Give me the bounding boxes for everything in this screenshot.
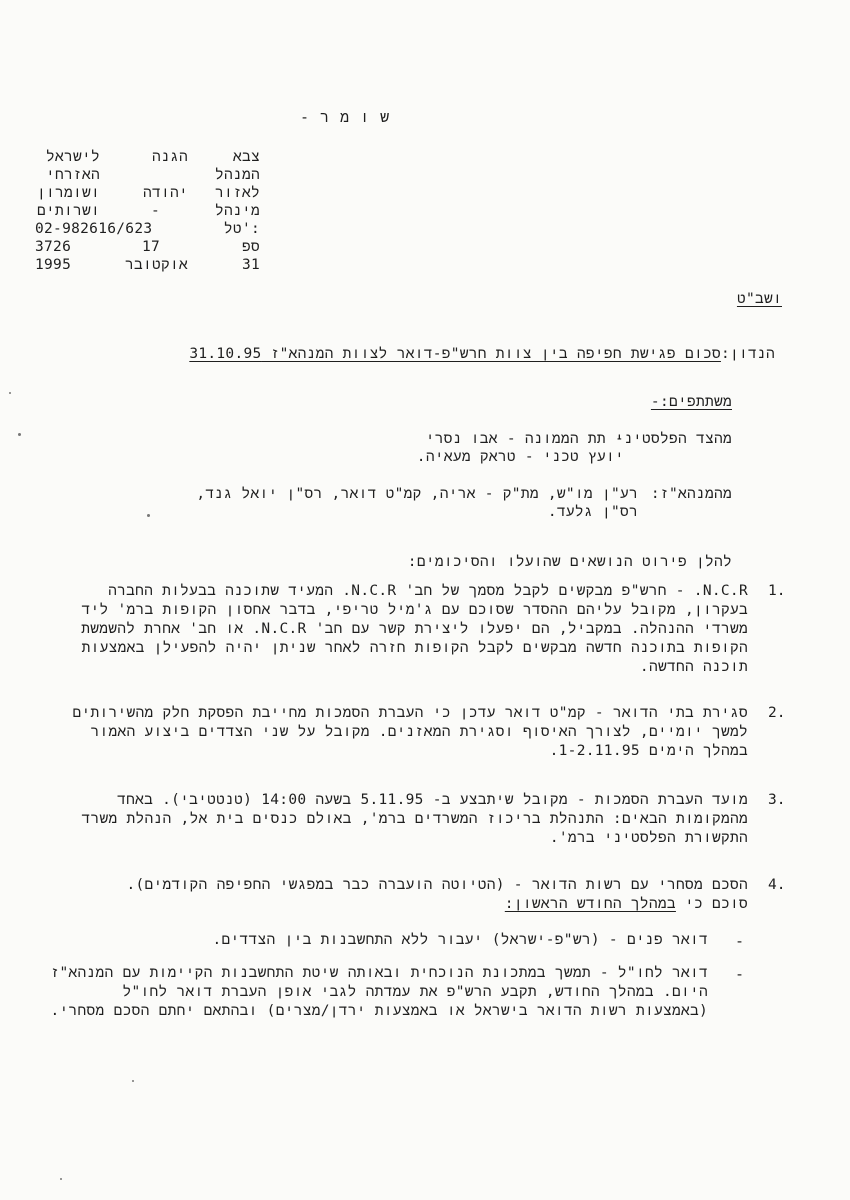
header-cell: יהודה: [142, 185, 188, 201]
header-cell: לישראל: [45, 149, 100, 165]
participant-line: - תת הממונה - אבו נסרי: [425, 431, 624, 447]
scan-speck: [147, 514, 150, 517]
header-cell: הגנה: [151, 149, 188, 165]
subject-text: סכום פגישת חפיפה בין צוות חרש"פ-דואר לצוות המנהא"ז 31.10.95: [189, 346, 721, 362]
header-cell: לאזור: [214, 185, 260, 201]
header-cell: טל':: [223, 221, 260, 237]
scan-speck: [132, 1080, 134, 1082]
subitem-text: דואר פנים - (רש"פ-ישראל) יעבור ללא התחשבנות בין הצדדים.: [212, 932, 708, 948]
header-cell: 17: [141, 239, 160, 255]
header-cell: ושומרון: [36, 185, 100, 201]
participants-israeli-label: מהמנהא"ז:: [650, 486, 732, 502]
item-number: 1.: [768, 583, 786, 599]
participants-palestinian-label: מהצד הפלסטיני: [614, 431, 732, 447]
item-number: 2.: [768, 705, 786, 721]
header-cell: 1995: [35, 257, 72, 273]
scan-speck: [9, 392, 11, 394]
subject-label: הנדון:: [720, 346, 775, 362]
participant-line: רס"ן גלעד.: [547, 504, 638, 520]
recipient: ושב"ט: [736, 291, 782, 307]
header-cell: ספ: [241, 239, 260, 255]
item-text: מועד העברת הסמכות - מקובל שיתבצע ב- 5.11.95 בשעה 14:00 (טנטטיבי). באחד מהמקומות הבאים: התנהלת בריכוז המשרדים ברמ', באולם כנסים בית אל, הנהלת משרד התקשורת הפלסטיני ברמ'.: [81, 792, 748, 846]
participant-line: רע"ן מו"ש, מת"ק - אריה, קמ"ט דואר, רס"ן יואל גנד,: [196, 486, 638, 502]
intro-line: להלן פירוט הנושאים שהועלו והסיכומים:: [407, 554, 732, 570]
item-text-underlined: במהלך החודש הראשון:: [504, 896, 676, 912]
classification-mark: ש ו מ ר -: [300, 108, 391, 126]
header-cell: 02-982616/623: [35, 221, 153, 237]
scan-speck: [18, 433, 21, 436]
scan-speck: [60, 1178, 62, 1180]
item-number: 4.: [768, 877, 786, 893]
header-cell: האזרחי: [45, 167, 100, 183]
header-cell: 31: [241, 257, 260, 273]
item-text: N.C.R. - חרש"פ מבקשים לקבל מסמך של חב' N.C.R. המעיד שתוכנה בבעלות החברה בעקרון, מקובל עליהם ההסדר שסוכם עם ג'מיל טריפי, בדבר אחסון הקופות ברמ' ליד משרדי ההנהלה. במקביל, הם יפעלו ליצירת קשר עם חב' N.C.R. או חב' אחרת להשמשת הקופות בתוכנה חדשה מבקשים לקבל הקופות חזרה לאחר שניתן יהיה להפעילן באמצעות תוכנה החדשה.: [81, 583, 748, 675]
header-cell: מינהל: [214, 203, 260, 219]
subitem-text: דואר לחו"ל - תמשך במתכונת הנוכחית ובאותה שיטת התחשבנות הקיימות עם המנהא"ז היום. במהלך החודש, תקבע הרש"פ את עמדתה לגבי אופן העברת דואר לחו"ל (באמצעות רשות הדואר בישראל או באמצעות ירדן/מצרים) ובהתאם יחתם הסכם מסחרי.: [50, 965, 708, 1019]
item-text: סגירת בתי הדואר - קמ"ט דואר עדכן כי העברת הסמכות מחייבת הפסקת חלק מהשירותים למשך יומיים, לצורך האיסוף וסגירת המאזנים. מקובל על שני הצדדים ביצוע האמור במהלך הימים 1-2.11.95.: [72, 705, 748, 759]
header-cell: ושרותים: [36, 203, 100, 219]
header-cell: -: [150, 203, 160, 219]
item-number: 3.: [768, 792, 786, 808]
header-cell: אוקטובר: [124, 257, 188, 273]
header-cell: 3726: [35, 239, 72, 255]
subject-line: [189, 345, 775, 365]
header-cell: המנהל: [214, 167, 260, 183]
item-text-body: הסכם מסחרי עם רשות הדואר - (הטיוטה הועברה כבר במפגשי החפיפה הקודמים). סוכם כי: [126, 877, 748, 912]
subitem-marker: -: [735, 932, 745, 950]
participants-title: משתתפים:-: [650, 394, 732, 410]
header-cell: צבא: [232, 149, 260, 165]
participant-line: יועץ טכני - טראק מעאיה.: [416, 449, 624, 465]
item-text: [100, 876, 748, 914]
subitem-marker: -: [735, 965, 745, 983]
